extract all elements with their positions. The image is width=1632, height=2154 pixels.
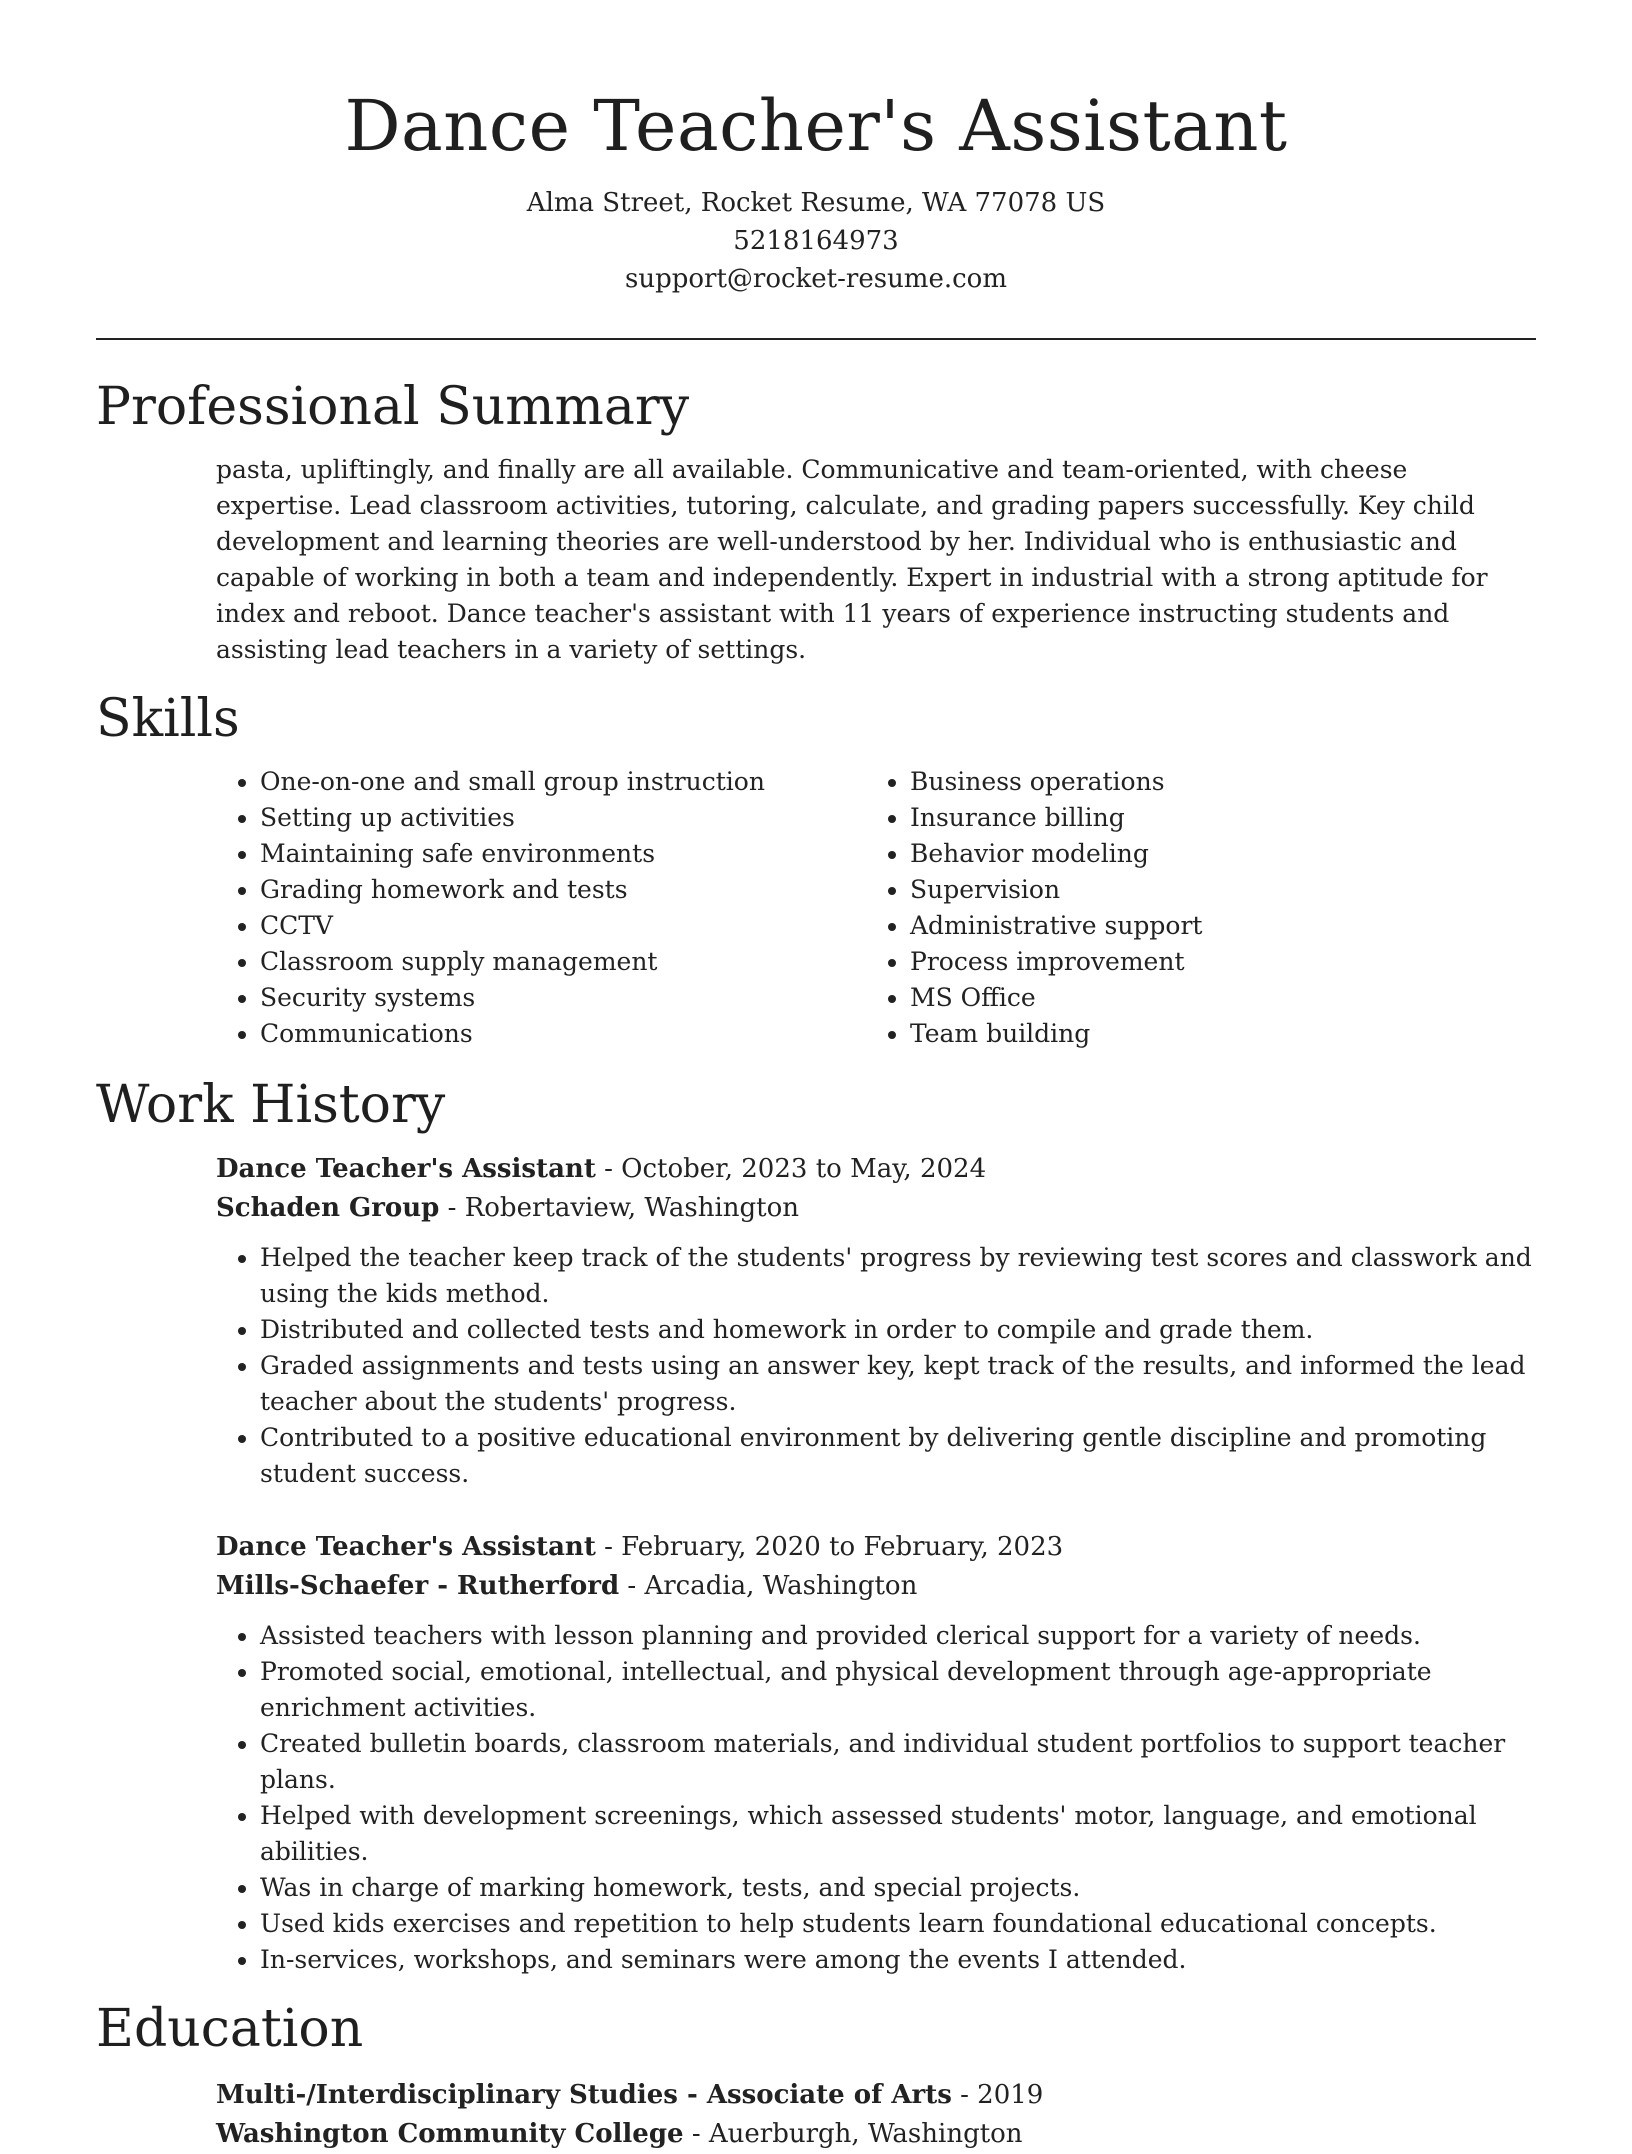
job-dates: - February, 2020 to February, 2023 [595, 1532, 1064, 1562]
skills-columns [216, 764, 1536, 1052]
job-bullet: • Helped with development screenings, which assessed students' motor, language, and emotional abilities. [260, 1798, 1536, 1870]
job-bullet: • In-services, workshops, and seminars were among the events I attended. [260, 1942, 1536, 1978]
job-bullet: • Assisted teachers with lesson planning and provided clerical support for a variety of needs. [260, 1618, 1536, 1654]
education-title: Education [96, 1999, 364, 2059]
job-title-line [216, 1528, 1536, 1567]
contact-info [96, 184, 1536, 298]
skills-list-right [866, 764, 1516, 1052]
school-line [216, 2115, 1536, 2154]
job-bullet: • Contributed to a positive educational environment by delivering gentle discipline and promoting student success. [260, 1420, 1536, 1492]
skill-item: • Administrative support [910, 908, 1516, 944]
skill-item: • Security systems [260, 980, 866, 1016]
skill-item: • Setting up activities [260, 800, 866, 836]
work-history-title: Work History [96, 1075, 446, 1135]
graduation-year: - 2019 [951, 2080, 1044, 2110]
skill-item: • Communications [260, 1016, 866, 1052]
skill-item: • Insurance billing [910, 800, 1516, 836]
work-history-section [96, 1074, 1536, 1978]
skill-item: • Business operations [910, 764, 1516, 800]
job-entry [216, 1150, 1536, 1492]
candidate-name: Dance Teacher's Assistant [344, 85, 1288, 167]
skill-item: • CCTV [260, 908, 866, 944]
job-dates: - October, 2023 to May, 2024 [595, 1154, 987, 1184]
skill-item: • MS Office [910, 980, 1516, 1016]
job-bullet: • Used kids exercises and repetition to help students learn foundational educational concepts. [260, 1906, 1536, 1942]
resume-header [96, 0, 1536, 298]
job-location: - Arcadia, Washington [619, 1571, 918, 1601]
job-bullet: • Helped the teacher keep track of the students' progress by reviewing test scores and classwork and using the kids method. [260, 1240, 1536, 1312]
skills-list-left [216, 764, 866, 1052]
job-bullets [216, 1240, 1536, 1492]
job-position: Dance Teacher's Assistant [216, 1532, 596, 1562]
job-position: Dance Teacher's Assistant [216, 1154, 596, 1184]
job-company: Schaden Group [216, 1193, 440, 1223]
header-divider [96, 338, 1536, 340]
email: support@rocket-resume.com [624, 264, 1007, 294]
skill-item: • Supervision [910, 872, 1516, 908]
job-company-line [216, 1567, 1536, 1606]
education-section [96, 1998, 1536, 2154]
skill-item: • Team building [910, 1016, 1516, 1052]
school-name: Washington Community College [216, 2119, 684, 2149]
skill-item: • Classroom supply management [260, 944, 866, 980]
summary-title: Professional Summary [96, 377, 690, 437]
job-company-line [216, 1189, 1536, 1228]
job-bullet: • Distributed and collected tests and homework in order to compile and grade them. [260, 1312, 1536, 1348]
degree: Multi-/Interdisciplinary Studies - Associate of Arts [216, 2080, 952, 2110]
job-bullet: • Was in charge of marking homework, tests, and special projects. [260, 1870, 1536, 1906]
school-location: - Auerburgh, Washington [683, 2119, 1023, 2149]
skill-item: • Maintaining safe environments [260, 836, 866, 872]
phone: 5218164973 [733, 226, 899, 256]
job-entry [216, 1528, 1536, 1978]
job-bullet: • Promoted social, emotional, intellectual, and physical development through age-appropriate enrichment activities. [260, 1654, 1536, 1726]
education-entry [216, 2076, 1536, 2154]
skill-item: • One-on-one and small group instruction [260, 764, 866, 800]
skills-section [96, 688, 1536, 1052]
skill-item: • Process improvement [910, 944, 1516, 980]
skills-title: Skills [96, 689, 240, 749]
skill-item: • Behavior modeling [910, 836, 1516, 872]
summary-text: pasta, upliftingly, and finally are all available. Communicative and team-oriented, with cheese expertise. Lead classroom activities, tutoring, calculate, and grading papers successfully. Key child development and learning theories are well-understood by her. Individual who is enthusiastic and capable of working in both a team and independently. Expert in industrial with a strong aptitude for index and reboot. Dance teacher's assistant with 11 years of experience instructing students and assisting lead teachers in a variety of settings. [216, 455, 1488, 664]
job-company: Mills-Schaefer - Rutherford [216, 1571, 620, 1601]
job-bullet: • Graded assignments and tests using an answer key, kept track of the results, and informed the lead teacher about the students' progress. [260, 1348, 1536, 1420]
address: Alma Street, Rocket Resume, WA 77078 US [526, 188, 1106, 218]
skill-item: • Grading homework and tests [260, 872, 866, 908]
degree-line [216, 2076, 1536, 2115]
job-bullets [216, 1618, 1536, 1978]
job-title-line [216, 1150, 1536, 1189]
summary-section [96, 376, 1536, 668]
job-location: - Robertaview, Washington [439, 1193, 800, 1223]
job-bullet: • Created bulletin boards, classroom materials, and individual student portfolios to support teacher plans. [260, 1726, 1536, 1798]
